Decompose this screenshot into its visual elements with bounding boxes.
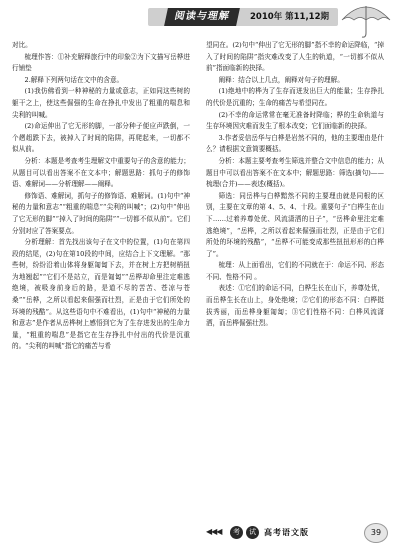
article-column-right xyxy=(206,40,384,330)
paragraph: (1)我仿佛看到一种神秘的力量或意志，正如同这些树的躯干之上，使这些倔强的生命在挣扎中发出了粗重的喘息和尖利的叫喊。 xyxy=(12,87,190,119)
article-column-left xyxy=(12,40,190,353)
test-badge: 试 xyxy=(246,526,259,539)
paragraph: 梳理作答：①补充解释旅行中的印象②为下文描写岳桦进行铺垫 xyxy=(12,52,190,73)
paragraph: (1)绝地中的桦为了生存而迸发出巨大的能量；生存挣扎的代价是沉重的；生命的痛苦与希望同在。 xyxy=(206,87,384,107)
paragraph: 阐释：结合以上几点，阐释对句子的理解。 xyxy=(218,75,344,84)
paragraph: 分析：本题主要考查考生筛选并整合文中信息的能力；从题目中可以看出答案不在文本中；解题思路：筛选(摘句)——梳理(合并)——表述(概括)。 xyxy=(206,156,384,189)
paragraph: 梳理：从上面看出，它们的不同就在于：命运不同、形态不同、性格不同 。 xyxy=(206,261,384,281)
paragraph: 表述：①它们的命运不同，白桦生长在山下，养尊处优，而岳桦生长在山上，身处绝境；②它们的形态不同：白桦挺拔秀丽，而岳桦身躯匍匐；③它们性格不同：白桦风流潇洒，而岳桦倔强壮烈。 xyxy=(206,284,384,328)
magazine-brand: 阅读与理解 xyxy=(164,8,240,26)
paragraph: 修饰语、难解词，抓句子的修饰语、难解词。(1)句中“神秘的力量和意志”“粗重的喘息”“尖利的叫喊”；(2)句中“伸出了它无形的脚”“掉入了时间的陷阱”“一切都不似从前”。它们分别对应了答案要点。 xyxy=(12,191,190,235)
page-header xyxy=(0,0,400,34)
exam-badge: 考 xyxy=(230,526,243,539)
paragraph: 2.解释下列两句话在文中的含意。 xyxy=(24,75,124,84)
page-footer xyxy=(206,525,392,541)
page-number: 39 xyxy=(364,523,388,543)
paragraph: (2)命运伸出了它无形的脚，一部分种子便应声跌倒，一个趔趄跌下去，被掉入了时间的陷阱，再爬起来，一切都不似从前。 xyxy=(12,122,190,154)
paragraph: 筛选：同岳桦与白桦黯然不同的主要理由就是同根的区别，主要在文章的第 4、5、4、十段。重要句子“白桦生在山下……过着养尊处优、风流潇洒的日子”，“岳桦命里注定难逃绝境”，“岳桦，之所以看起来倔强而壮烈，正是由于它们所处的环境的残酷”，“岳桦不可能变成那些扭扭形形的白桦了”。 xyxy=(206,191,384,258)
paragraph: 对比。 xyxy=(12,41,32,49)
arrows-icon: ◀◀◀ xyxy=(206,527,222,536)
paragraph: (2)不幸的命运常常在毫无准备时降临；桦的生命轨道与生存环境因灾难而发生了根本改变；它们面临新的抉择。 xyxy=(206,110,384,131)
footer-title: 高考语文版 xyxy=(264,528,309,537)
paragraph: 分析理解：首先找出该句子在文中的位置，(1)句在第四段的结尾，(2)句在第10段的中间，应结合上下文理解。“那些树，纷纷沿着山体将身躯匍匐下去，并在树上方把树梢扭为地翘起”“它们不是站立，而是匍匐”“岳桦却命里注定难逃绝境，被吸身前身后的路，是道不尽的苦苦、苍凉与苍桑”“岳桦，之所以看起来倔强而壮烈，正是由于它们所处的环境的残酷”。从这些语句中不难看出，(1)句中“神秘的力量和意志”是作者从岳桦树上感悟到它为了生存进发出的生命力量，“粗重的喘息”是指它在生存挣扎中付出的代价是沉重的。“尖利的叫喊”指它的痛苦与希 xyxy=(12,238,190,351)
paragraph: 望同在。(2)句中“伸出了它无形的脚”指不幸的命运降临，“掉入了时间的陷阱”指灾难改变了人生的轨道，“一切都不似从前”指面临新的抉择。 xyxy=(206,41,384,73)
issue-label: 2010年 第11,12期 xyxy=(250,12,330,22)
paragraph: 分析：本题是考查考生理解文中重要句子的含意的能力；从题目可以看出答案不在文本中；解题思路：抓句子的修饰语、难解词——分析理解——阐释。 xyxy=(12,156,190,189)
umbrella-icon xyxy=(338,0,394,40)
paragraph: 3.作者妥信岳华与白桦是岩然不同的，他的主要理由是什么？请根据文意简要概括。 xyxy=(206,133,384,154)
